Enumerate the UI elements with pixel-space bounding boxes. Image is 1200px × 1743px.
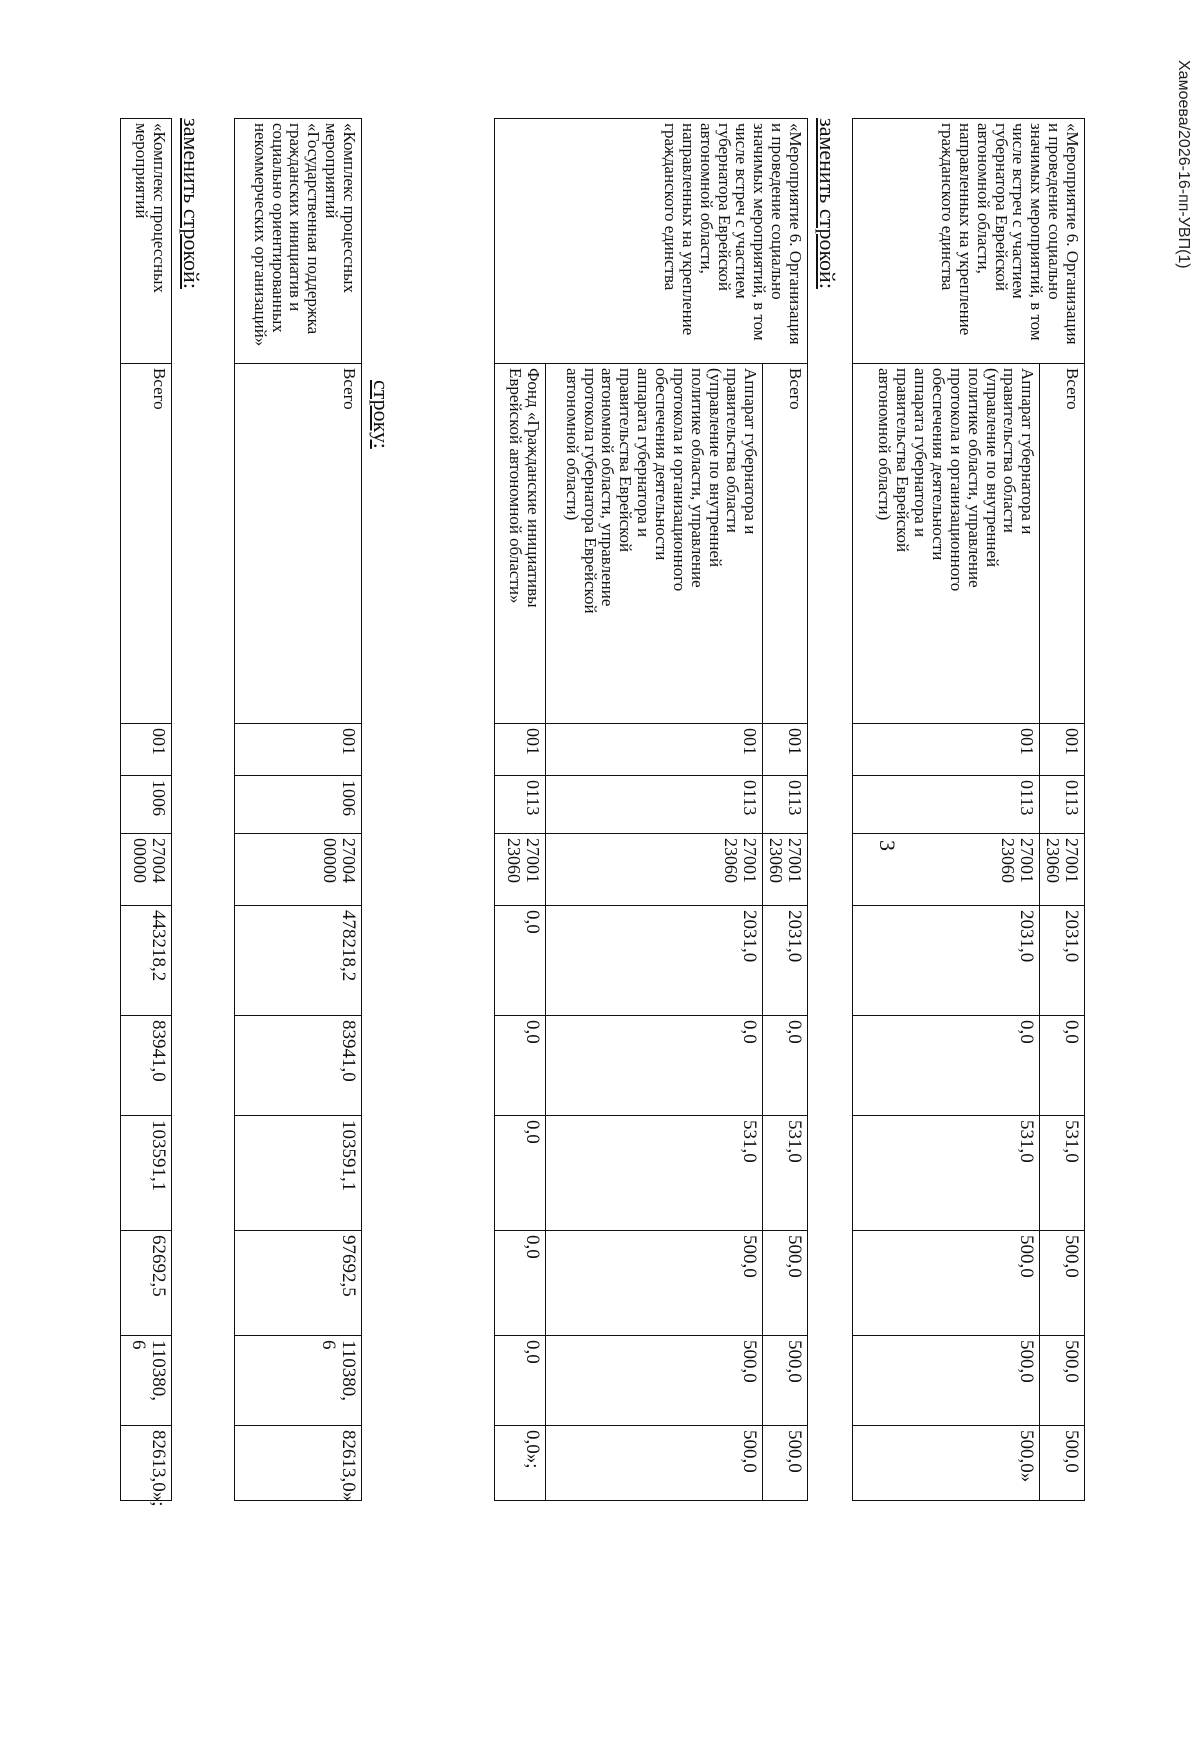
table-original-complex [234,118,362,1501]
value-total-cell: 0,0 [495,906,546,1016]
value-year2-cell: 531,0 [546,1116,763,1231]
executor-cell: Фонд «Гражданские инициативы Еврейской автономной области» [495,364,546,724]
value-total-cell: 443218,2 [121,906,172,1016]
value-year3-cell: 500,0 [1040,1231,1085,1336]
value-year3-cell: 500,0 [546,1231,763,1336]
value-year3-cell: 62692,5 [121,1231,172,1336]
table-row [1040,119,1085,1501]
value-year2-cell: 531,0 [763,1116,808,1231]
code-ministry-cell: 001 [235,724,362,776]
replace-heading-1: заменить строкой: [815,118,840,289]
value-year4-cell: 500,0 [853,1336,1040,1426]
value-year3-cell: 97692,5 [235,1231,362,1336]
code-section-cell: 0113 [546,776,763,834]
value-year3-cell: 500,0 [763,1231,808,1336]
page-number: 3 [875,840,900,851]
value-year5-cell: 500,0 [546,1426,763,1501]
value-year2-cell: 103591,1 [121,1116,172,1231]
value-year1-cell: 0,0 [546,1016,763,1116]
value-year1-cell: 0,0 [763,1016,808,1116]
value-year2-cell: 103591,1 [235,1116,362,1231]
document-footer-id: Хамоева/2026-16-пп-УВП(1) [1175,60,1192,269]
complex-name-cell: «Комплекс процессных мероприятий «Государственная поддержка гражданских инициатив и социально ориентированных некоммерческих организаций» [235,119,362,364]
value-total-cell: 2031,0 [1040,906,1085,1016]
replace-heading-2: заменить строкой: [179,118,204,289]
complex-name-cell: «Комплекс процессных мероприятий [121,119,172,364]
value-year4-cell: 500,0 [763,1336,808,1426]
executor-cell: Всего [235,364,362,724]
value-total-cell: 478218,2 [235,906,362,1016]
value-year4-cell: 500,0 [546,1336,763,1426]
value-year1-cell: 0,0 [495,1016,546,1116]
code-ministry-cell: 001 [853,724,1040,776]
event-name-cell: «Мероприятие 6. Организация и проведение социально значимых мероприятий, в том числе встреч с участием губернатора Еврейской автономной области, направленных на укрепление гражданского единства [495,119,808,364]
value-total-cell: 2031,0 [763,906,808,1016]
executor-cell: Аппарат губернатора и правительства области (управление по внутренней политике области, управление протокола и организационного обеспечения деятельности аппарата губернатора и правительства Еврейской автономной области) [853,364,1040,724]
code-section-cell: 0113 [853,776,1040,834]
value-year4-cell: 500,0 [1040,1336,1085,1426]
value-year4-cell: 0,0 [495,1336,546,1426]
value-year5-cell: 82613,0» [235,1426,362,1501]
code-section-cell: 1006 [235,776,362,834]
executor-cell: Всего [121,364,172,724]
code-ministry-cell: 001 [763,724,808,776]
value-year1-cell: 0,0 [853,1016,1040,1116]
code-ministry-cell: 001 [1040,724,1085,776]
event-name-cell: «Мероприятие 6. Организация и проведение социально значимых мероприятий, в том числе встреч с участием губернатора Еврейской автономной области, направленных на укрепление гражданского единства [853,119,1085,364]
value-year5-cell: 0,0»; [495,1426,546,1501]
line-heading: строку: [369,380,394,449]
value-year3-cell: 500,0 [853,1231,1040,1336]
table-replacement-complex [120,118,172,1507]
code-ministry-cell: 001 [121,724,172,776]
value-year2-cell: 0,0 [495,1116,546,1231]
code-ministry-cell: 001 [495,724,546,776]
value-total-cell: 2031,0 [853,906,1040,1016]
table-row [235,119,362,1501]
executor-cell: Всего [763,364,808,724]
code-target-cell: 27001 23060 [763,834,808,906]
value-total-cell: 2031,0 [546,906,763,1016]
code-target-cell: 27001 23060 [853,834,1040,906]
code-target-cell: 27004 00000 [121,834,172,906]
value-year5-cell: 82613,0»; [121,1426,172,1501]
value-year2-cell: 531,0 [853,1116,1040,1231]
executor-cell: Аппарат губернатора и правительства области (управление по внутренней политике области, управление протокола и организационного обеспечения деятельности аппарата губернатора и правительства Еврейской автономной области, управление протокола губернатора Еврейской автономной области) [546,364,763,724]
table-original-event6 [852,118,1085,1501]
value-year5-cell: 500,0 [1040,1426,1085,1501]
code-target-cell: 27001 23060 [495,834,546,906]
code-ministry-cell: 001 [546,724,763,776]
value-year1-cell: 83941,0 [121,1016,172,1116]
executor-cell: Всего [1040,364,1085,724]
value-year1-cell: 0,0 [1040,1016,1085,1116]
code-section-cell: 0113 [763,776,808,834]
value-year5-cell: 500,0 [763,1426,808,1501]
table-row [121,119,172,1501]
table-replacement-event6 [494,118,808,1501]
value-year2-cell: 531,0 [1040,1116,1085,1231]
code-section-cell: 0113 [1040,776,1085,834]
value-year3-cell: 0,0 [495,1231,546,1336]
code-target-cell: 27001 23060 [1040,834,1085,906]
code-section-cell: 1006 [121,776,172,834]
code-target-cell: 27001 23060 [546,834,763,906]
code-target-cell: 27004 00000 [235,834,362,906]
value-year4-cell: 110380, 6 [235,1336,362,1426]
code-section-cell: 0113 [495,776,546,834]
value-year5-cell: 500,0» [853,1426,1040,1501]
value-year4-cell: 110380, 6 [121,1336,172,1426]
value-year1-cell: 83941,0 [235,1016,362,1116]
table-row [763,119,808,1501]
